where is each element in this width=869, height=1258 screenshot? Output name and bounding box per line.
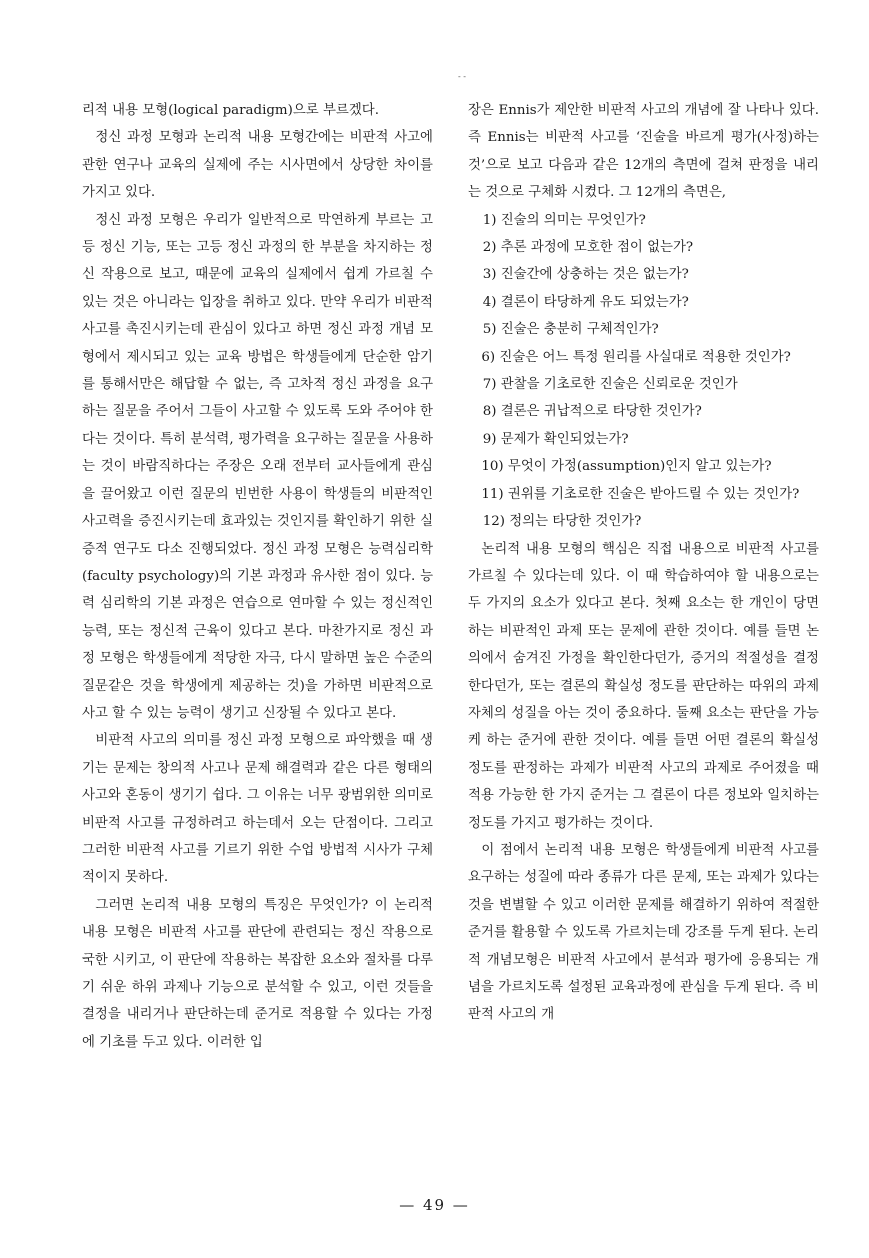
page-number: — 49 —	[399, 1196, 470, 1214]
list-item: 2) 추론 과정에 모호한 점이 없는가?	[482, 240, 694, 256]
paragraph: 비판적 사고의 의미를 정신 과정 모형으로 파악했을 때 생기는 문제는 창의적 사고나 문제 해결력과 같은 다른 형태의 사고와 혼동이 생기기 쉽다. 그 이유는 너무 광범위한 의미로 비판적 사고를 규정하려고 하는데서 오는 단점이다. 그리고 그러한 비판적 사고를 기르기 위한 수업 방법적 시사가 구체적이지 못하다.	[82, 733, 433, 886]
paragraph: 정신 과정 모형은 우리가 일반적으로 막연하게 부르는 고등 정신 기능, 또는 고등 정신 과정의 한 부분을 차지하는 정신 작용으로 보고, 때문에 교육의 실제에서 쉽게 가르칠 수 있는 것은 아니라는 입장을 취하고 있다. 만약 우리가 비판적 사고를 촉진시키는데 관심이 있다고 하면 정신 과정 개념 모형에서 제시되고 있는 교육 방법은 학생들에게 단순한 암기를 통해서만은 해답할 수 없는, 즉 고차적 정신 과정을 요구하는 질문을 주어서 그들이 사고할 수 있도록 도와 주어야 한다는 것이다. 특히 분석력, 평가력을 요구하는 질문을 사용하는 것이 바람직하다는 주장은 오래 전부터 교사들에게 관심을 끌어왔고 이런 질문의 빈번한 사용이 학생들의 비판적인 사고력을 증진시키는데 효과있는 것인지를 확인하기 위한 실증적 연구도 다소 진행되었다. 정신 과정 모형은 능력심리학(faculty psychology)의 기본 과정과 유사한 점이 있다. 능력 심리학의 기본 과정은 연습으로 연마할 수 있는 정신적인 능력, 또는 정신적 근육이 있다고 본다. 마찬가지로 정신 과정 모형은 학생들에게 적당한 자극, 다시 말하면 높은 수준의 질문같은 것을 학생에게 제공하는 것)을 가하면 비판적으로 사고 할 수 있는 능력이 생기고 신장될 수 있다고 본다.	[82, 212, 433, 721]
paragraph: 정신 과정 모형과 논리적 내용 모형간에는 비판적 사고에 관한 연구나 교육의 실제에 주는 시사면에서 상당한 차이를 가지고 있다.	[82, 130, 433, 201]
right-column	[468, 97, 819, 1029]
list-item: 9) 문제가 확인되었는가?	[482, 431, 629, 447]
list-item: 12) 정의는 타당한 것인가?	[482, 514, 642, 530]
list-item: 11) 권위를 기초로한 진술은 받아드릴 수 있는 것인가?	[481, 486, 800, 502]
left-column	[82, 97, 433, 1056]
top-mark: - -	[458, 72, 466, 81]
paragraph: 논리적 내용 모형의 핵심은 직접 내용으로 비판적 사고를 가르칠 수 있다는데 있다. 이 때 학습하여야 할 내용으로는 두 가지의 요소가 있다고 본다. 첫째 요소는 한 개인이 당면하는 비판적인 과제 또는 문제에 관한 것이다. 예를 들면 논의에서 숨겨진 가정을 확인한다던가, 증거의 적절성을 결정한다던가, 또는 결론의 확실성 정도를 판단하는 따위의 과제 자체의 성질을 아는 것이 중요하다. 둘째 요소는 판단을 가능케 하는 준거에 관한 것이다. 예를 들면 어떤 결론의 확실성 정도를 판정하는 과제가 비판적 사고의 과제로 주어졌을 때 적용 가능한 한 가지 준거는 그 결론이 다른 정보와 일치하는 정도를 가지고 평가하는 것이다.	[468, 541, 819, 831]
list-item: 8) 결론은 귀납적으로 타당한 것인가?	[482, 404, 702, 420]
paragraph: 그러면 논리적 내용 모형의 특징은 무엇인가? 이 논리적 내용 모형은 비판적 사고를 판단에 관련되는 정신 작용으로 국한 시키고, 이 판단에 작용하는 복잡한 요소와 절차를 다루기 쉬운 하위 과제나 기능으로 분석할 수 있고, 이런 것들을 결정을 내리거나 판단하는데 준거로 적용할 수 있다는 가정에 기초를 두고 있다. 이러한 입	[82, 897, 433, 1050]
list-item: 1) 진술의 의미는 무엇인가?	[482, 212, 646, 228]
list-item: 7) 관찰을 기초로한 진술은 신뢰로운 것인가	[482, 377, 738, 393]
list-item: 10) 무엇이 가정(assumption)인지 알고 있는가?	[481, 459, 772, 475]
list-item: 5) 진술은 충분히 구체적인가?	[482, 322, 659, 338]
paragraph: 장은 Ennis가 제안한 비판적 사고의 개념에 잘 나타나 있다. 즉 Ennis는 비판적 사고를 ‘진술을 바르게 평가(사정)하는 것’으로 보고 다음과 같은 12개의 측면에 걸쳐 판정을 내리는 것으로 구체화 시켰다. 그 12개의 측면은,	[468, 103, 819, 201]
list-item: 4) 결론이 타당하게 유도 되었는가?	[482, 294, 689, 310]
paragraph: 리적 내용 모형(logical paradigm)으로 부르겠다.	[82, 103, 379, 118]
paragraph: 이 점에서 논리적 내용 모형은 학생들에게 비판적 사고를 요구하는 성질에 따라 종류가 다른 문제, 또는 과제가 있다는 것을 변별할 수 있고 이러한 문제를 해결하기 위하여 적절한 준거를 활용할 수 있도록 가르치는데 강조를 두게 된다. 논리적 개념모형은 비판적 사고에서 분석과 평가에 응용되는 개념을 가르치도록 설정된 교육과정에 관심을 두게 된다. 즉 비판적 사고의 개	[468, 842, 819, 1023]
list-item: 6) 진술은 어느 특정 원리를 사실대로 적용한 것인가?	[481, 349, 791, 365]
list-item: 3) 진술간에 상충하는 것은 없는가?	[482, 267, 689, 283]
